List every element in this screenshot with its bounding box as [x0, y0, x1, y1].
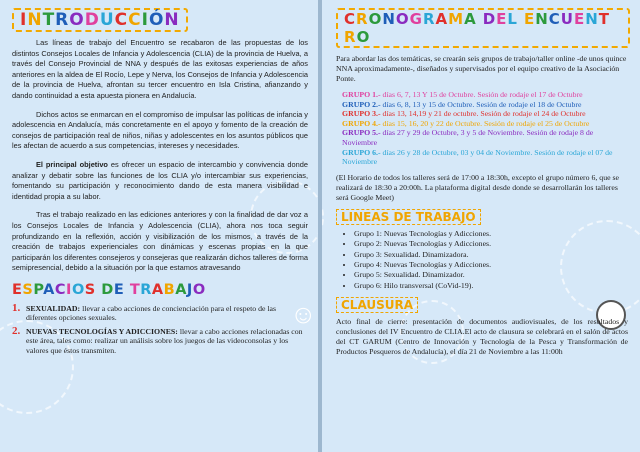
intro-paragraph-4: Tras el trabajo realizado en las ediciones anteriores y con la finalidad de dar voz a los Consejos Locales de Infancia y Adolescencia (CLIA), ahora nos toca seguir profundizando en la reflexión, acción y visibilización de los mismos, a través de la creación de trabajos experienciales con dinámicas y escenas propias en la que participarán los diferentes consejeros y consejeras que realizarán dichos talleres de forma semipresencial, debido a la situación por la que estamos atravesando	[12, 210, 308, 273]
left-panel	[0, 0, 318, 452]
title-letter: C	[344, 10, 357, 28]
intro-paragraph-1: Las líneas de trabajo del Encuentro se recabaron de las propuestas de los distintos Consejos Locales de Infancia y Adolescencia (CLIA) de la provincia de Huelva, a través del Consejo Provincial de NNA y después de las exitosas experiencias de años anteriores en la aldea de El Rocío, Lepe y Nerva, los Consejos de Infancia y Adolescencia de la provincia de Huelva, afrontan su tercer encuentro en Isla Cristina, afianzando y dando continuidad a esta apuesta pionera en Andalucía.	[12, 38, 308, 100]
title-letter: O	[356, 28, 371, 46]
title-letter: N	[27, 10, 43, 30]
title-letter: A	[175, 281, 187, 298]
title-letter: T	[129, 281, 141, 298]
title-letter: R	[140, 281, 152, 298]
title-letter: C	[114, 10, 129, 30]
title-letter: R	[344, 28, 357, 46]
objective-label: El principal objetivo	[36, 159, 108, 169]
group-item-5: GRUPO 5.- días 27 y 29 de Octubre, 3 y 5 de Noviembre. Sesión de rodaje 8 de Noviembre	[342, 128, 594, 147]
title-letter: A	[464, 10, 477, 28]
title-letter: C	[54, 281, 67, 298]
clausura-title: CLAUSURA	[336, 297, 630, 313]
title-letter: E	[573, 10, 586, 28]
espacios-item-1: 1. SEXUALIDAD: llevar a cabo acciones de concienciación para el respeto de las diferentes opciones sexuales.	[12, 301, 277, 323]
title-letter: N	[164, 10, 180, 30]
title-letter: B	[163, 281, 176, 298]
intro-paragraph-2: Dichos actos se enmarcan en el compromiso de impulsar las políticas de infancia y adolescencia en Andalucía, más concretamente en el apoyo y fomento de la creación de consejos de participación real de niños, niñas y adolescentes en los asuntos públicos que les afectan de acuerdo a sus competencias, intereses y necesidades.	[12, 109, 308, 151]
list-item: • Grupo 1: Nuevas Tecnologías y Adicciones.	[354, 229, 630, 239]
title-letter: O	[368, 10, 383, 28]
title-letter: I	[20, 10, 28, 30]
clausura-text: Acto final de cierre: presentación de documentos audiovisuales, de los resultados y conclusiones del IV Encuentro de CLIA.El acto de clausura se celebrará en el salón de actos del CT GARUM (Centro de Innovación y Tecnología de la Pesca y Transformación de Productos Pesqueros de Andalucía), el día 21 de Noviembre a las 11:00h	[336, 317, 628, 357]
list-item: • Grupo 3: Sexualidad. Dinamizadora.	[354, 250, 630, 260]
child-figure-icon: ☺	[290, 300, 317, 329]
title-letter: N	[382, 10, 396, 28]
title-letter: O	[71, 281, 85, 298]
title-letter: I	[66, 281, 72, 298]
title-letter: A	[435, 10, 449, 28]
title-letter: R	[356, 10, 369, 28]
title-letter: D	[482, 10, 497, 28]
title-letter: C	[548, 10, 561, 28]
group-item-2: GRUPO 2.- días 6, 8, 13 y 15 de Octubre. Sesión de rodaje el 18 de Octubre	[342, 99, 582, 109]
list-item: • Grupo 2: Nuevas Tecnologías y Adicciones.	[354, 239, 630, 249]
title-letter: E	[12, 281, 23, 298]
title-letter: R	[55, 10, 70, 30]
title-letter: U	[99, 10, 115, 30]
title-letter: D	[84, 10, 100, 30]
title-letter: O	[192, 281, 206, 298]
title-letter: S	[22, 281, 34, 298]
title-letter: E	[523, 10, 536, 28]
title-letter: D	[101, 281, 114, 298]
title-letter: L	[507, 10, 518, 28]
list-item: • Grupo 5: Sexualidad. Dinamizador.	[354, 270, 630, 280]
title-letter: U	[560, 10, 574, 28]
title-letter: N	[585, 10, 599, 28]
list-item: • Grupo 6: Hilo transversal (CoVid-19).	[354, 281, 630, 291]
title-letter: N	[535, 10, 549, 28]
title-letter: J	[186, 281, 193, 298]
cronograma-intro: Para abordar las dos temáticas, se crearán seis grupos de trabajo/taller online -de unos quince NNA aproximadamente-, diseñados y supervisados por el equipo creativo de la Asociación Ponte.	[336, 54, 627, 83]
title-letter: P	[33, 281, 44, 298]
title-letter: R	[422, 10, 436, 28]
lineas-title: LINEAS DE TRABAJO	[336, 209, 630, 225]
title-letter: T	[598, 10, 611, 28]
title-letter: O	[395, 10, 410, 28]
intro-paragraph-3: El principal objetivo es ofrecer un espacio de intercambio y convivencia donde analizar y debatir sobre las funciones de los CLIA y/o intercambiar sus experiencias, fomentando su participación y reconocimiento dando de esta manera visibilidad e identidad propia a su labor.	[12, 159, 308, 201]
lineas-list	[336, 229, 630, 291]
title-letter: E	[113, 281, 125, 298]
title-letter: C	[128, 10, 142, 30]
group-item-4: GRUPO 4.- días 15, 16, 20 y 22 de Octubre. Sesión de rodaje el 25 de Octubre	[342, 118, 590, 128]
group-item-1: GRUPO 1.- días 6, 7, 13 Y 15 de Octubre. Sesión de rodaje el 17 de Octubre	[342, 90, 583, 99]
group-item-3: GRUPO 3.- días 13, 14,19 y 21 de octubre. Sesión de rodaje el 24 de Octubre	[342, 109, 586, 119]
group-list	[336, 90, 630, 167]
title-letter: T	[42, 10, 56, 30]
title-letter: O	[69, 10, 85, 30]
horario-note: (El Horario de todos los talleres será de 17:00 a 18:30h, excepto el grupo número 6, que se realizará de 18:30 a 20:00h. La plataforma digital desde donde se desarrollarán los talleres será Google Meet)	[336, 172, 619, 202]
title-letter: S	[84, 281, 96, 298]
intro-title	[12, 8, 308, 32]
list-item: • Grupo 4: Nuevas Tecnologías y Adicciones.	[354, 260, 630, 270]
group-item-6: GRUPO 6.- días 26 y 28 de Octubre, 03 y 04 de Noviembre. Sesión de rodaje el 07 de Noviembre	[342, 147, 613, 167]
title-letter: A	[151, 281, 164, 298]
espacios-title	[12, 282, 308, 298]
title-letter: I	[141, 10, 149, 30]
right-panel	[322, 0, 640, 452]
title-letter: G	[409, 10, 423, 28]
title-letter: Ó	[148, 10, 165, 30]
title-letter: M	[448, 10, 465, 28]
cronograma-title	[336, 8, 630, 48]
title-letter: A	[43, 281, 55, 298]
espacios-item-2: 2. NUEVAS TECNOLOGÍAS Y ADICCIONES: llevar a cabo acciones relacionadas con este área, tales como: realizar un análisis sobre los juegos de las videoconsolas y los valores que éstos transmiten.	[12, 324, 303, 355]
title-letter: E	[496, 10, 508, 28]
